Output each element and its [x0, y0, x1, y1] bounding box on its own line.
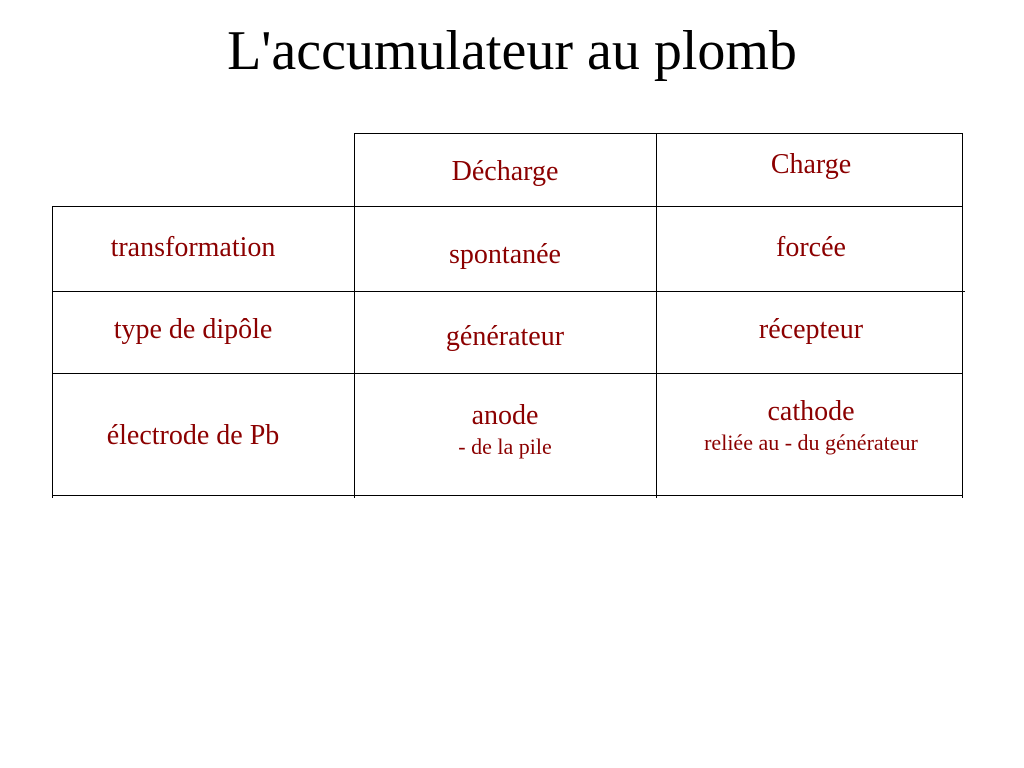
- grid-line-right: [962, 133, 963, 498]
- grid-line-top: [354, 133, 963, 134]
- cell-type-dipole-charge: récepteur: [758, 314, 864, 345]
- slide-title: L'accumulateur au plomb: [227, 20, 797, 82]
- cell-transformation-decharge: spontanée: [449, 239, 561, 270]
- grid-line-bottom: [52, 495, 963, 496]
- row-label-type-dipole: type de dipôle: [113, 314, 273, 345]
- grid-line-row1-bottom: [52, 291, 965, 292]
- row-label-transformation: transformation: [110, 232, 276, 263]
- cell-electrode-charge: [660, 396, 962, 455]
- cell-electrode-charge-sub: reliée au - du générateur: [704, 430, 918, 456]
- cell-electrode-charge-main: cathode: [767, 396, 855, 427]
- grid-line-header-bottom: [52, 206, 963, 207]
- cell-electrode-decharge: [354, 400, 656, 459]
- cell-electrode-decharge-sub: - de la pile: [458, 434, 552, 460]
- header-decharge: Décharge: [451, 156, 559, 187]
- cell-electrode-decharge-main: anode: [471, 400, 539, 431]
- cell-type-dipole-decharge: générateur: [445, 321, 565, 352]
- header-charge: Charge: [770, 149, 852, 180]
- row-label-electrode: électrode de Pb: [106, 420, 280, 451]
- grid-line-row2-bottom: [52, 373, 963, 374]
- cell-transformation-charge: forcée: [776, 232, 846, 263]
- grid-line-col2: [656, 133, 657, 498]
